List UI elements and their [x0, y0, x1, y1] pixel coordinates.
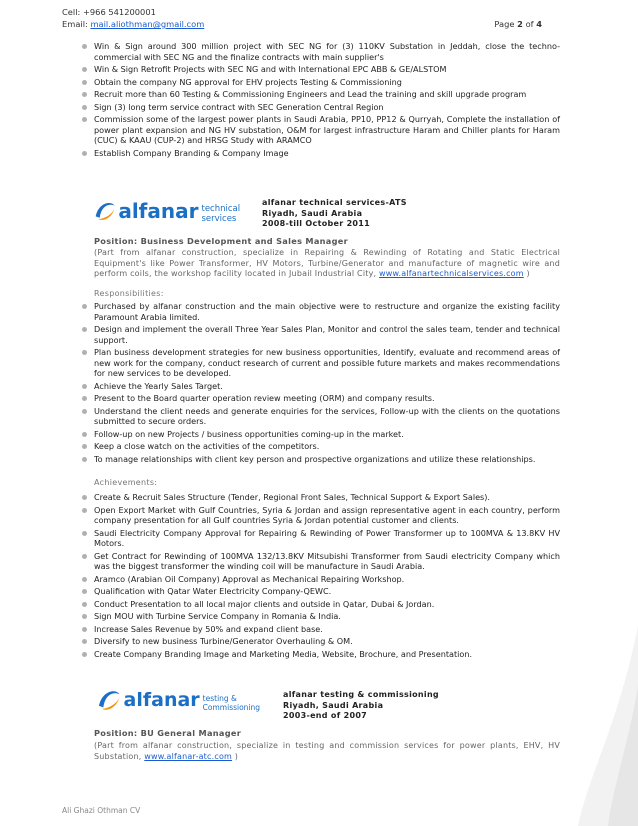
company-period: 2008-till October 2011 [262, 219, 371, 228]
list-item: Sign MOU with Turbine Service Company in Romania & India. [80, 611, 560, 622]
list-item: Recruit more than 60 Testing & Commissioning Engineers and Lead the training and skill upgrade program [80, 89, 560, 100]
logo-tag: technical services [201, 204, 241, 224]
company-location: Riyadh, Saudi Arabia [262, 208, 363, 218]
page-header [62, 6, 542, 30]
company-logo-atc [96, 680, 276, 720]
page-prefix: Page [494, 19, 518, 29]
responsibilities-list [80, 301, 560, 466]
list-item: Create Company Branding Image and Marketing Media, Website, Brochure, and Presentation. [80, 649, 560, 660]
list-item: Purchased by alfanar construction and the main objective were to restructure and organize the existing facility Paramount Arabia limited. [80, 301, 560, 322]
company-website-link[interactable]: www.alfanartechnicalservices.com [379, 269, 524, 278]
email-link[interactable]: mail.aliothman@gmail.com [90, 19, 205, 29]
list-item: Win & Sign Retrofit Projects with SEC NG and with International EPC ABB & GE/ALSTOM [80, 64, 560, 75]
list-item: Open Export Market with Gulf Countries, Syria & Jordan and assign representative agent in each country, perform company presentation for all Gulf countries Syria & Jordan potential customer and clients. [80, 505, 560, 526]
company-name: alfanar testing & commissioning [283, 690, 439, 699]
achievements-heading: Achievements: [94, 478, 158, 487]
description-close: ) [232, 751, 239, 761]
list-item: Design and implement the overall Three Year Sales Plan, Monitor and control the sales team, tender and technical support. [80, 324, 560, 345]
company-location: Riyadh, Saudi Arabia [283, 700, 384, 710]
page-total: 4 [536, 19, 542, 29]
page-number [494, 18, 542, 30]
list-item: Get Contract for Rewinding of 100MVA 132/13.8KV Mitsubishi Transformer from Saudi electricity Company which was the biggest transformer the winding coil will be manufacture in Saudi Arabia. [80, 551, 560, 572]
list-item: Follow-up on new Projects / business opportunities coming-up in the market. [80, 429, 560, 440]
description-close: ) [523, 269, 530, 278]
achievements-list [80, 492, 560, 661]
cell-number: Cell: +966 541200001 [62, 7, 156, 17]
company-description [94, 741, 560, 762]
position-title: Position: BU General Manager [94, 728, 242, 738]
logo-word: alfanar [118, 199, 199, 223]
responsibilities-heading: Responsibilities: [94, 289, 164, 298]
list-item: Increase Sales Revenue by 50% and expand client base. [80, 624, 560, 635]
list-item: To manage relationships with client key person and prospective organizations and utilize these relationships. [80, 454, 560, 465]
list-item: Present to the Board quarter operation review meeting (ORM) and company results. [80, 393, 560, 404]
footer-name: Ali Ghazi Othman CV [62, 806, 141, 815]
list-item: Create & Recruit Sales Structure (Tender, Regional Front Sales, Technical Support & Export Sales). [80, 492, 560, 503]
list-item: Understand the client needs and generate enquiries for the services, Follow-up with the clients on the quotations submitted to secure orders. [80, 406, 560, 427]
list-item: Commission some of the largest power plants in Saudi Arabia, PP10, PP12 & Qurryah, Complete the installation of power plant expansion and NG HV substation, O&M for largest infrastructure Haram and Chiller plants for Haram (CUC) & KAAU (CUP-2) and HRSG Study with ARAMCO [80, 114, 560, 146]
alfanar-swoosh-icon [96, 683, 123, 717]
list-item: Achieve the Yearly Sales Target. [80, 381, 560, 392]
list-item: Establish Company Branding & Company Image [80, 148, 560, 159]
company-period: 2003-end of 2007 [283, 711, 368, 720]
list-item: Conduct Presentation to all local major clients and outside in Qatar, Dubai & Jordan. [80, 599, 560, 610]
list-item: Diversify to new business Turbine/Generator Overhauling & OM. [80, 636, 560, 647]
email-label: Email: [62, 19, 91, 29]
list-item: Saudi Electricity Company Approval for Repairing & Rewinding of Power Transformer up to 100MVA & 13.8KV HV Motors. [80, 528, 560, 549]
email-line [62, 18, 542, 30]
top-bullet-list [80, 41, 560, 160]
list-item: Aramco (Arabian Oil Company) Approval as Mechanical Repairing Workshop. [80, 574, 560, 585]
company-info-ats [262, 198, 407, 230]
company-description [94, 248, 560, 280]
decorative-corner-shape [558, 626, 638, 826]
list-item: Obtain the company NG approval for EHV projects Testing & Commissioning [80, 77, 560, 88]
company-info-atc [283, 690, 439, 722]
list-item: Plan business development strategies for new business opportunities, Identify, evaluate and recommend areas of new work for the company, conduct research of current and possible future markets and makes recommendations for new services to be developed. [80, 347, 560, 379]
company-logo-ats [93, 190, 253, 232]
logo-word: alfanar [123, 689, 200, 711]
description-text: (Part from alfanar construction, specialize in testing and commission services for power plants, EHV, HV Substation, [94, 741, 560, 761]
page-of: of [522, 19, 537, 29]
position-title: Position: Business Development and Sales Manager [94, 236, 348, 246]
company-website-link[interactable]: www.alfanar-atc.com [144, 751, 233, 761]
page-current: 2 [517, 19, 523, 29]
list-item: Sign (3) long term service contract with SEC Generation Central Region [80, 102, 560, 113]
list-item: Keep a close watch on the activities of the competitors. [80, 441, 560, 452]
list-item: Win & Sign around 300 million project with SEC NG for (3) 110KV Substation in Jeddah, close the techno-commercial with SEC NG and the finalize contracts with main supplier's [80, 41, 560, 62]
company-name: alfanar technical services-ATS [262, 198, 407, 207]
list-item: Qualification with Qatar Water Electricity Company-QEWC. [80, 586, 560, 597]
alfanar-swoosh-icon [93, 193, 117, 229]
description-text: (Part from alfanar construction, specialize in Repairing & Rewinding of Rotating and Static Electrical Equipment's like Power Transformer, HV Motors, Turbine/Generator and manufacture of magnetic wire and perform coils, the workshop facility located in Jubail Industrial City, [94, 248, 560, 278]
logo-tag: testing & Commissioning [202, 694, 261, 712]
